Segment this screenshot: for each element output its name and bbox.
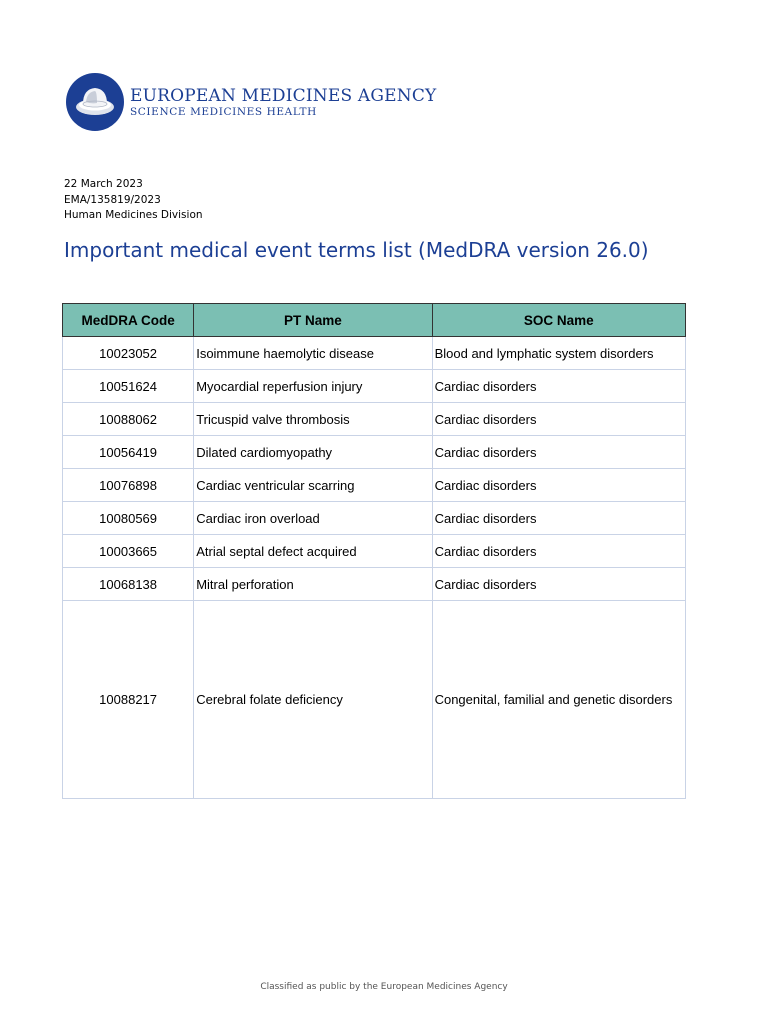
table-row xyxy=(63,535,686,568)
table-row xyxy=(63,469,686,502)
agency-tagline: SCIENCE MEDICINES HEALTH xyxy=(130,105,317,118)
pt-name-cell: Atrial septal defect acquired xyxy=(194,535,432,568)
meddra-code-cell: 10068138 xyxy=(63,568,194,601)
table-header-row xyxy=(63,304,686,337)
meddra-code-cell: 10003665 xyxy=(63,535,194,568)
pt-name-cell: Cardiac ventricular scarring xyxy=(194,469,432,502)
soc-name-cell: Cardiac disorders xyxy=(432,436,685,469)
ema-logo-icon xyxy=(66,73,124,131)
agency-logo xyxy=(66,72,436,132)
pt-name-cell: Isoimmune haemolytic disease xyxy=(194,337,432,370)
table-row xyxy=(63,370,686,403)
classification-footer: Classified as public by the European Medicines Agency xyxy=(260,982,508,992)
document-division: Human Medicines Division xyxy=(64,209,203,221)
document-date: 22 March 2023 xyxy=(64,178,143,190)
table-row xyxy=(63,337,686,370)
page-title: Important medical event terms list (MedDRA version 26.0) xyxy=(64,238,649,262)
column-header-code: MedDRA Code xyxy=(63,304,194,337)
pt-name-cell: Cardiac iron overload xyxy=(194,502,432,535)
meddra-code-cell: 10023052 xyxy=(63,337,194,370)
meddra-code-cell: 10088062 xyxy=(63,403,194,436)
table-row xyxy=(63,601,686,799)
soc-name-cell: Cardiac disorders xyxy=(432,370,685,403)
soc-name-cell: Blood and lymphatic system disorders xyxy=(432,337,685,370)
pt-name-cell: Cerebral folate deficiency xyxy=(194,601,432,799)
soc-name-cell: Cardiac disorders xyxy=(432,502,685,535)
pt-name-cell: Tricuspid valve thrombosis xyxy=(194,403,432,436)
meddra-code-cell: 10076898 xyxy=(63,469,194,502)
column-header-pt-name: PT Name xyxy=(194,304,432,337)
table-row xyxy=(63,502,686,535)
pt-name-cell: Dilated cardiomyopathy xyxy=(194,436,432,469)
column-header-soc-name: SOC Name xyxy=(432,304,685,337)
soc-name-cell: Congenital, familial and genetic disorders xyxy=(432,601,685,799)
meddra-code-cell: 10051624 xyxy=(63,370,194,403)
table-row xyxy=(63,403,686,436)
meddra-code-cell: 10080569 xyxy=(63,502,194,535)
table-row xyxy=(63,568,686,601)
pt-name-cell: Myocardial reperfusion injury xyxy=(194,370,432,403)
meddra-code-cell: 10056419 xyxy=(63,436,194,469)
terms-table xyxy=(62,303,686,799)
pt-name-cell: Mitral perforation xyxy=(194,568,432,601)
document-reference: EMA/135819/2023 xyxy=(64,193,161,206)
soc-name-cell: Cardiac disorders xyxy=(432,469,685,502)
agency-name: EUROPEAN MEDICINES AGENCY xyxy=(130,85,437,106)
table-row xyxy=(63,436,686,469)
soc-name-cell: Cardiac disorders xyxy=(432,568,685,601)
soc-name-cell: Cardiac disorders xyxy=(432,535,685,568)
soc-name-cell: Cardiac disorders xyxy=(432,403,685,436)
document-meta xyxy=(64,177,203,224)
meddra-code-cell: 10088217 xyxy=(63,601,194,799)
